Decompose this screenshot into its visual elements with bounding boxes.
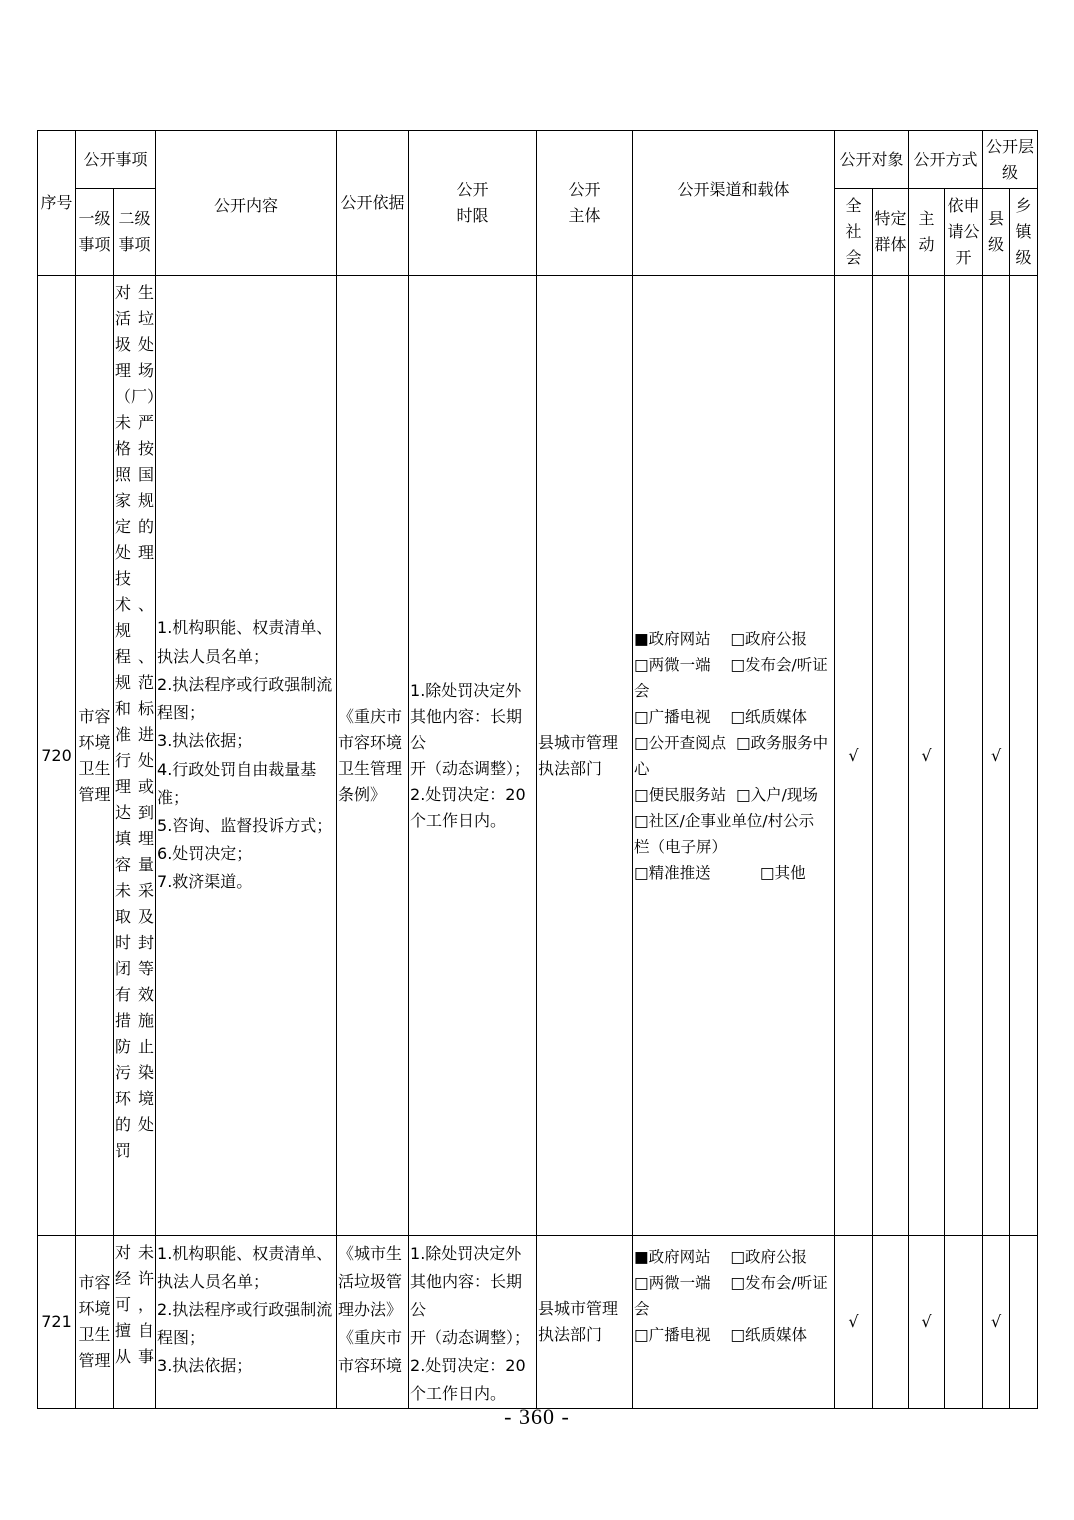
row-level1: 市容 环境 卫生 管理 — [76, 276, 114, 1236]
row-channels: ■政府网站 □政府公报 □两微一端 □发布会/听证 会 □广播电视 □纸质媒体 — [633, 1236, 835, 1409]
header-specific-group: 特定 群体 — [873, 189, 909, 276]
table-row — [38, 1236, 1038, 1409]
header-subject: 公开 主体 — [537, 131, 633, 276]
header-active: 主 动 — [909, 189, 945, 276]
header-level1: 一级 事项 — [76, 189, 114, 276]
header-seq: 序号 — [38, 131, 76, 276]
row-active: √ — [909, 276, 945, 1236]
row-subject: 县城市管理 执法部门 — [537, 1236, 633, 1409]
disclosure-table — [37, 130, 1038, 1409]
row-level1: 市容 环境 卫生 管理 — [76, 1236, 114, 1409]
header-method-group: 公开方式 — [909, 131, 983, 189]
row-county: √ — [983, 276, 1010, 1236]
header-channels: 公开渠道和载体 — [633, 131, 835, 276]
row-specific-group — [873, 1236, 909, 1409]
row-basis: 《城市生 活垃圾管 理办法》 《重庆市 市容环境 — [337, 1236, 409, 1409]
header-on-request: 依申 请公 开 — [945, 189, 983, 276]
header-items-group: 公开事项 — [76, 131, 156, 189]
row-seq: 721 — [38, 1236, 76, 1409]
row-township — [1010, 276, 1038, 1236]
header-audience-group: 公开对象 — [835, 131, 909, 189]
row-level2: 对未经许可，擅自从事 — [114, 1236, 156, 1409]
header-time-limit: 公开 时限 — [409, 131, 537, 276]
header-county: 县 级 — [983, 189, 1010, 276]
header-level-group: 公开层 级 — [983, 131, 1038, 189]
header-basis: 公开依据 — [337, 131, 409, 276]
header-township: 乡 镇 级 — [1010, 189, 1038, 276]
row-level2: 对生活垃圾处理场（厂）未严格按照国家规定的处理技术、规程、规范和标准进行处理或达到填埋容量未采取及时封闭等有效措施防止污染环境的处罚 — [114, 276, 156, 1236]
row-subject: 县城市管理 执法部门 — [537, 276, 633, 1236]
header-level2: 二级 事项 — [114, 189, 156, 276]
row-all-society: √ — [835, 276, 873, 1236]
header-all-society: 全 社 会 — [835, 189, 873, 276]
table-row — [38, 276, 1038, 1236]
header-content: 公开内容 — [156, 131, 337, 276]
row-channels: ■政府网站 □政府公报 □两微一端 □发布会/听证 会 □广播电视 □纸质媒体 □公开查阅点 □政务服务中 心 □便民服务站 □入户/现场 □社区/企事业单位/村公示 栏（电子屏） □精准推送 □其他 — [633, 276, 835, 1236]
row-time-limit: 1.除处罚决定外 其他内容：长期公 开（动态调整）； 2.处罚决定：20 个工作日内。 — [409, 1236, 537, 1409]
row-specific-group — [873, 276, 909, 1236]
row-active: √ — [909, 1236, 945, 1409]
row-basis: 《重庆市 市容环境 卫生管理 条例》 — [337, 276, 409, 1236]
row-on-request — [945, 276, 983, 1236]
row-content: 1.机构职能、权责清单、 执法人员名单； 2.执法程序或行政强制流 程图； 3.执法依据； — [156, 1236, 337, 1409]
row-township — [1010, 1236, 1038, 1409]
row-content: 1.机构职能、权责清单、 执法人员名单； 2.执法程序或行政强制流 程图； 3.执法依据； 4.行政处罚自由裁量基 准； 5.咨询、监督投诉方式； 6.处罚决定； 7.救济渠道。 — [156, 276, 337, 1236]
page-number: - 360 - — [504, 1404, 570, 1429]
row-time-limit: 1.除处罚决定外 其他内容：长期公 开（动态调整）； 2.处罚决定：20 个工作日内。 — [409, 276, 537, 1236]
row-county: √ — [983, 1236, 1010, 1409]
row-on-request — [945, 1236, 983, 1409]
row-all-society: √ — [835, 1236, 873, 1409]
row-seq: 720 — [38, 276, 76, 1236]
